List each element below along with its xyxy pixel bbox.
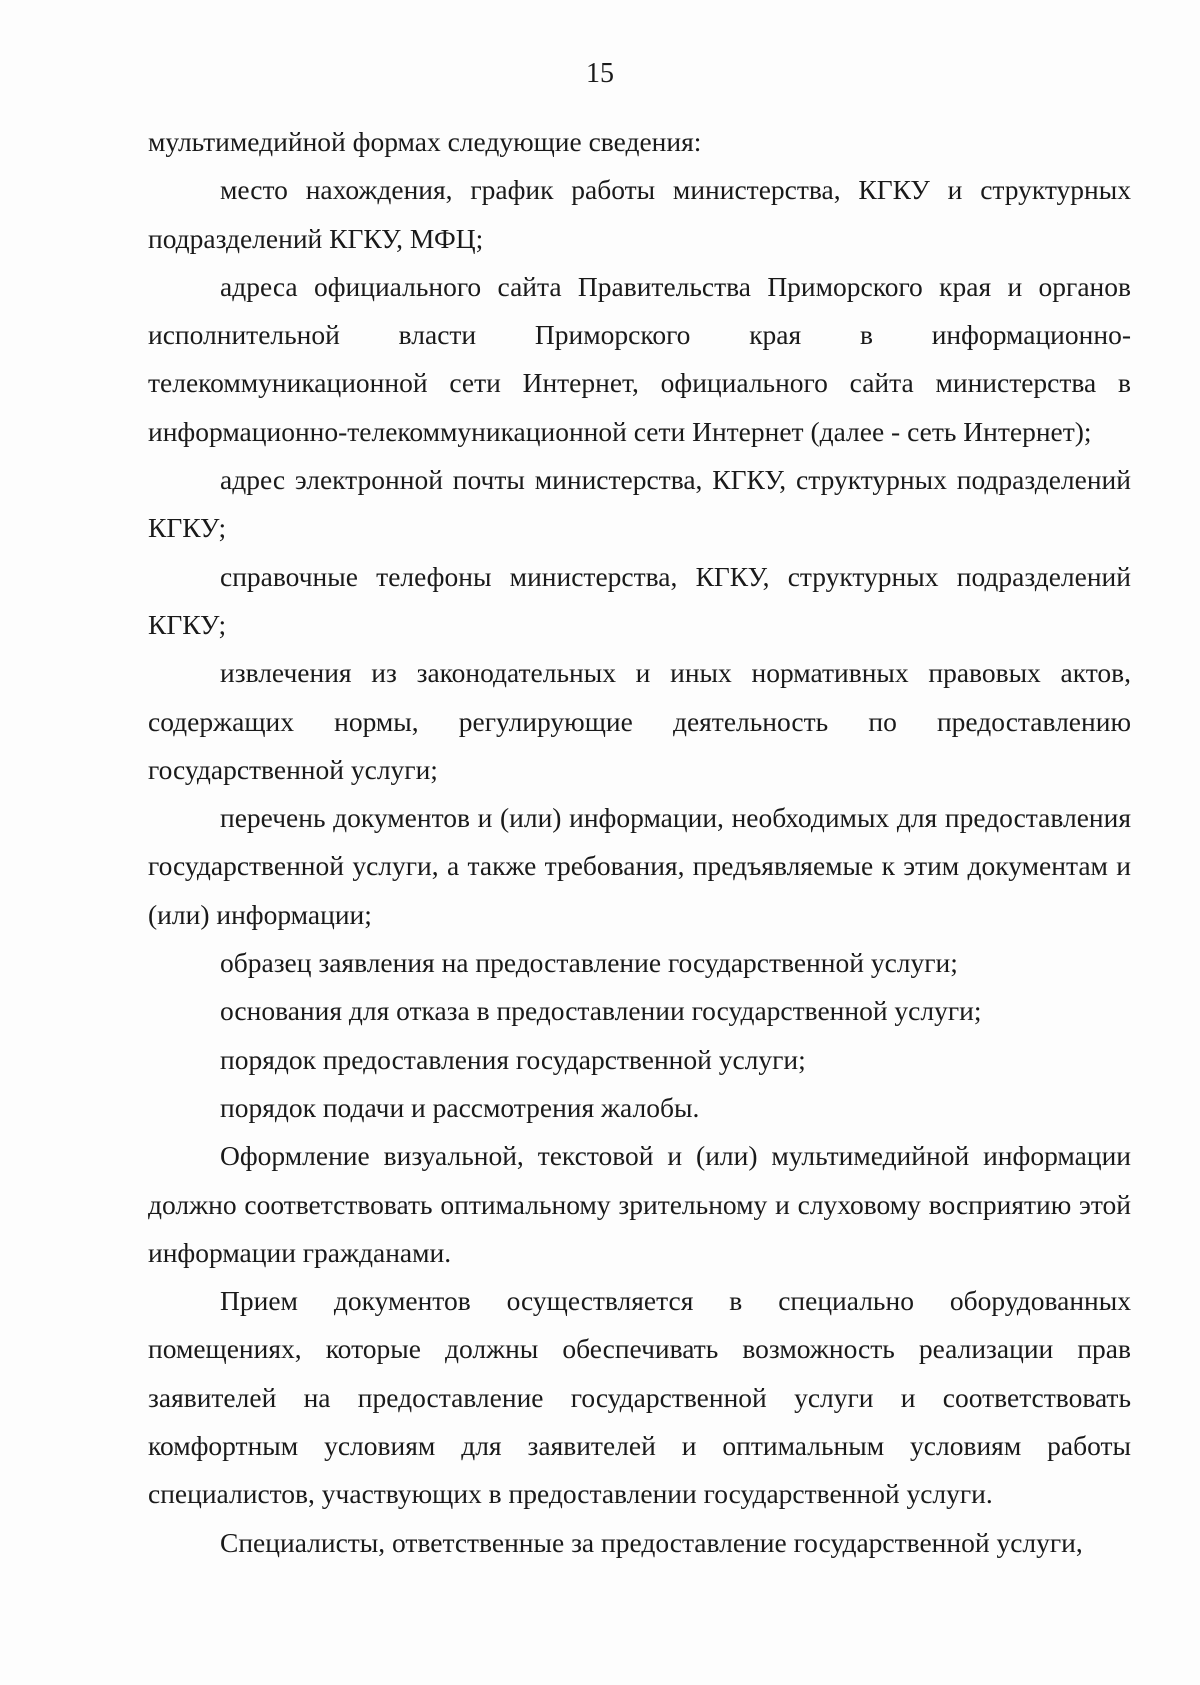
paragraph-continuation: мультимедийной формах следующие сведения:: [148, 126, 702, 157]
paragraph-location-schedule: место нахождения, график работы министерства, КГКУ и структурных подразделений КГКУ, МФЦ;: [148, 174, 1131, 254]
paragraph-reference-phones: справочные телефоны министерства, КГКУ, структурных подразделений КГКУ;: [148, 560, 1131, 640]
paragraph-service-procedure: порядок предоставления государственной услуги;: [220, 1043, 806, 1075]
page-number: 15: [586, 58, 614, 89]
paragraph-document-list: перечень документов и (или) информации, необходимых для предоставления государственной услуги, а также требования, предъявляемые к этим документам и (или) информации;: [148, 802, 1131, 930]
paragraph-information-design: Оформление визуальной, текстовой и (или) мультимедийной информации должно соответствовать оптимальному зрительному и слуховому восприятию этой информации гражданами.: [148, 1140, 1131, 1268]
paragraph-legal-extracts: извлечения из законодательных и иных нормативных правовых актов, содержащих нормы, регулирующие деятельность по предоставлению государственной услуги;: [148, 657, 1131, 785]
document-body: [148, 118, 1131, 1567]
paragraph-reception-premises: Прием документов осуществляется в специально оборудованных помещениях, которые должны обеспечивать возможность реализации прав заявителей на предоставление государственной услуги и соответствовать комфортным условиям для заявителей и оптимальным условиям работы специалистов, участвующих в предоставлении государственной услуги.: [148, 1285, 1131, 1510]
paragraph-refusal-grounds: основания для отказа в предоставлении государственной услуги;: [220, 995, 982, 1027]
paragraph-specialists: Специалисты, ответственные за предоставление государственной услуги,: [220, 1526, 1083, 1558]
paragraph-email-address: адрес электронной почты министерства, КГКУ, структурных подразделений КГКУ;: [148, 464, 1131, 544]
paragraph-application-sample: образец заявления на предоставление государственной услуги;: [220, 947, 958, 979]
paragraph-website-addresses: адреса официального сайта Правительства Приморского края и органов исполнительной власти Приморского края в информационно-телекоммуникационной сети Интернет, официального сайта министерства в информационно-телекоммуникационной сети Интернет (далее - сеть Интернет);: [148, 270, 1131, 447]
paragraph-complaint-procedure: порядок подачи и рассмотрения жалобы.: [220, 1091, 700, 1123]
